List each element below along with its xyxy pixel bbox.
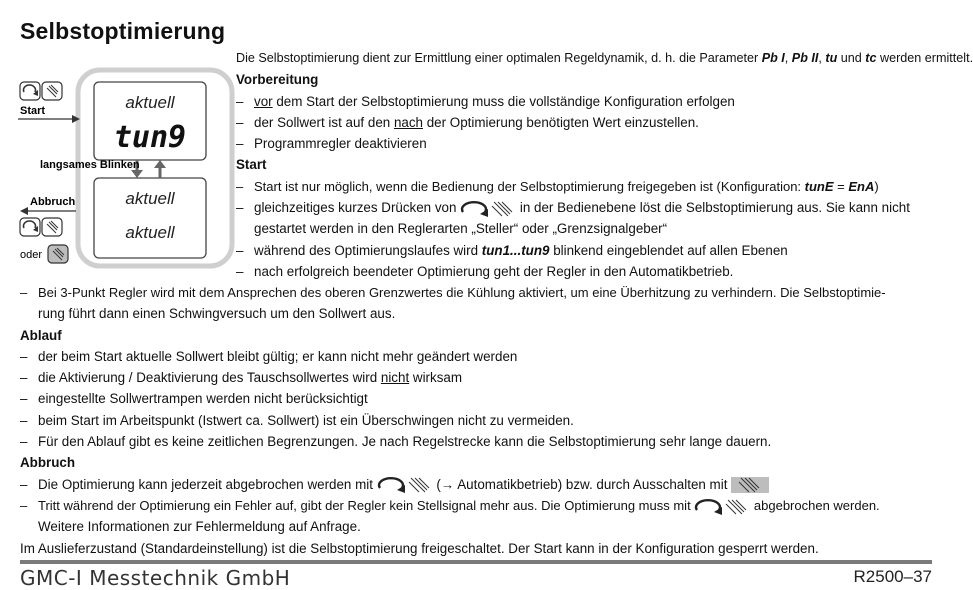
list-item: – Für den Ablauf gibt es keine zeitlichen Begrenzungen. Je nach Regelstrecke kann die Selbstoptimierung sehr lange dauern. [20, 431, 935, 452]
display-tun-readout: tun9 [114, 120, 186, 155]
abort-label: Abbruch [30, 196, 76, 208]
list-text: der Sollwert ist auf den [254, 115, 394, 130]
list-text: ) [874, 179, 878, 194]
display-bottom-line-2: aktuell [125, 223, 175, 242]
list-text: dem Start der Selbstoptimierung muss die vollständige Konfiguration erfolgen [273, 94, 735, 109]
display-top-line: aktuell [125, 93, 175, 112]
underlined-text: nicht [381, 370, 409, 385]
list-item: – nach erfolgreich beendeter Optimierung geht der Regler in den Automatikbetrieb. [236, 261, 936, 282]
display-top-line-2: aktuell [125, 189, 175, 208]
intro-text: Die Selbstoptimierung dient zur Ermittlung einer optimalen Regeldynamik, d. h. die Parameter [236, 51, 762, 65]
blink-label: langsames Blinken [40, 159, 140, 171]
list-item-continuation: rung führt dann einen Schwingversuch um den Sollwert aus. [20, 303, 935, 324]
loop-key-icon [694, 498, 724, 516]
lower-section [20, 282, 935, 559]
list-text: Die Optimierung kann jederzeit abgebrochen werden mit [38, 477, 377, 492]
list-text: abgebrochen werden. [750, 498, 879, 513]
list-text: Tritt während der Optimierung ein Fehler auf, gibt der Regler kein Stellsignal mehr aus. Die Optimierung muss mit [38, 498, 694, 513]
intro-paragraph [236, 48, 936, 69]
list-item [236, 112, 936, 133]
list-text: während des Optimierungslaufes wird [254, 243, 482, 258]
tun-code: tun1...tun9 [482, 243, 550, 258]
start-label: Start [20, 105, 45, 117]
footer-rule [20, 560, 932, 564]
controller-diagram [14, 68, 236, 268]
closing-paragraph: Im Auslieferzustand (Standardeinstellung) ist die Selbstoptimierung freigeschaltet. Der Start kann in der Konfiguration gesperrt werden. [20, 538, 935, 559]
list-text: Start ist nur möglich, wenn die Bedienung der Selbstoptimierung freigegeben ist (Konfiguration: [254, 179, 805, 194]
list-item: – Bei 3-Punkt Regler wird mit dem Ansprechen des oberen Grenzwertes die Kühlung aktiviert, um eine Überhitzung zu verhindern. Die Selbstoptimie- [20, 282, 935, 303]
list-text: die Aktivierung / Deaktivierung des Tauschsollwertes wird [38, 370, 381, 385]
loop-key-icon [460, 200, 490, 218]
intro-sep: , [818, 51, 825, 65]
loop-key-icon [20, 82, 40, 100]
list-item: – beim Start im Arbeitspunkt (Istwert ca. Sollwert) ist ein Überschwingen nicht zu vermeiden. [20, 410, 935, 431]
list-text: in der Bedienebene löst die Selbstoptimierung aus. Sie kann nicht [516, 200, 910, 215]
list-item [236, 240, 936, 261]
list-text: der Optimierung benötigten Wert einzustellen. [423, 115, 699, 130]
page-title: Selbstoptimierung [20, 18, 225, 45]
section-heading: Vorbereitung [236, 69, 936, 90]
list-item [236, 91, 936, 112]
hand-key-icon [42, 218, 62, 236]
list-item [20, 495, 935, 516]
underlined-text: vor [254, 94, 273, 109]
list-item [236, 197, 936, 218]
list-item: – eingestellte Sollwertrampen werden nicht berücksichtigt [20, 388, 935, 409]
section-heading: Abbruch [20, 452, 935, 473]
right-column [236, 48, 936, 282]
list-item-continuation: gestartet werden in den Reglerarten „Steller“ oder „Grenzsignalgeber“ [236, 218, 936, 239]
underlined-text: nach [394, 115, 423, 130]
config-code: EnA [848, 179, 874, 194]
param-pb1: Pb I [762, 51, 785, 65]
page-number: R2500–37 [854, 567, 932, 587]
loop-key-icon [377, 476, 407, 494]
list-item [20, 367, 935, 388]
list-item-continuation: Weitere Informationen zur Fehlermeldung auf Anfrage. [20, 516, 935, 537]
param-pb2: Pb II [792, 51, 819, 65]
oder-label: oder [20, 249, 42, 261]
hand-key-icon [407, 476, 433, 494]
hand-key-icon [48, 245, 68, 263]
loop-key-icon [20, 218, 40, 236]
intro-text: werden ermittelt. [877, 51, 973, 65]
list-item [236, 176, 936, 197]
hand-key-icon [731, 477, 769, 493]
list-text: (→ Automatikbetrieb) bzw. durch Ausschalten mit [436, 477, 731, 492]
list-item [20, 474, 935, 495]
section-heading: Ablauf [20, 325, 935, 346]
list-text: wirksam [409, 370, 462, 385]
hand-key-icon [490, 200, 516, 218]
list-item: – Programmregler deaktivieren [236, 133, 936, 154]
intro-and: und [837, 51, 865, 65]
list-text: blinkend eingeblendet auf allen Ebenen [549, 243, 787, 258]
param-tu: tu [825, 51, 837, 65]
footer-company: GMC-I Messtechnik GmbH [20, 566, 290, 590]
list-item: – der beim Start aktuelle Sollwert bleibt gültig; er kann nicht mehr geändert werden [20, 346, 935, 367]
intro-sep: , [785, 51, 792, 65]
list-text: gleichzeitiges kurzes Drücken von [254, 200, 460, 215]
hand-key-icon [42, 82, 62, 100]
section-heading: Start [236, 154, 936, 175]
hand-key-icon [724, 498, 750, 516]
param-tc: tc [865, 51, 876, 65]
config-code: tunE [805, 179, 834, 194]
controller-figure [14, 68, 236, 268]
list-text: = [834, 179, 849, 194]
